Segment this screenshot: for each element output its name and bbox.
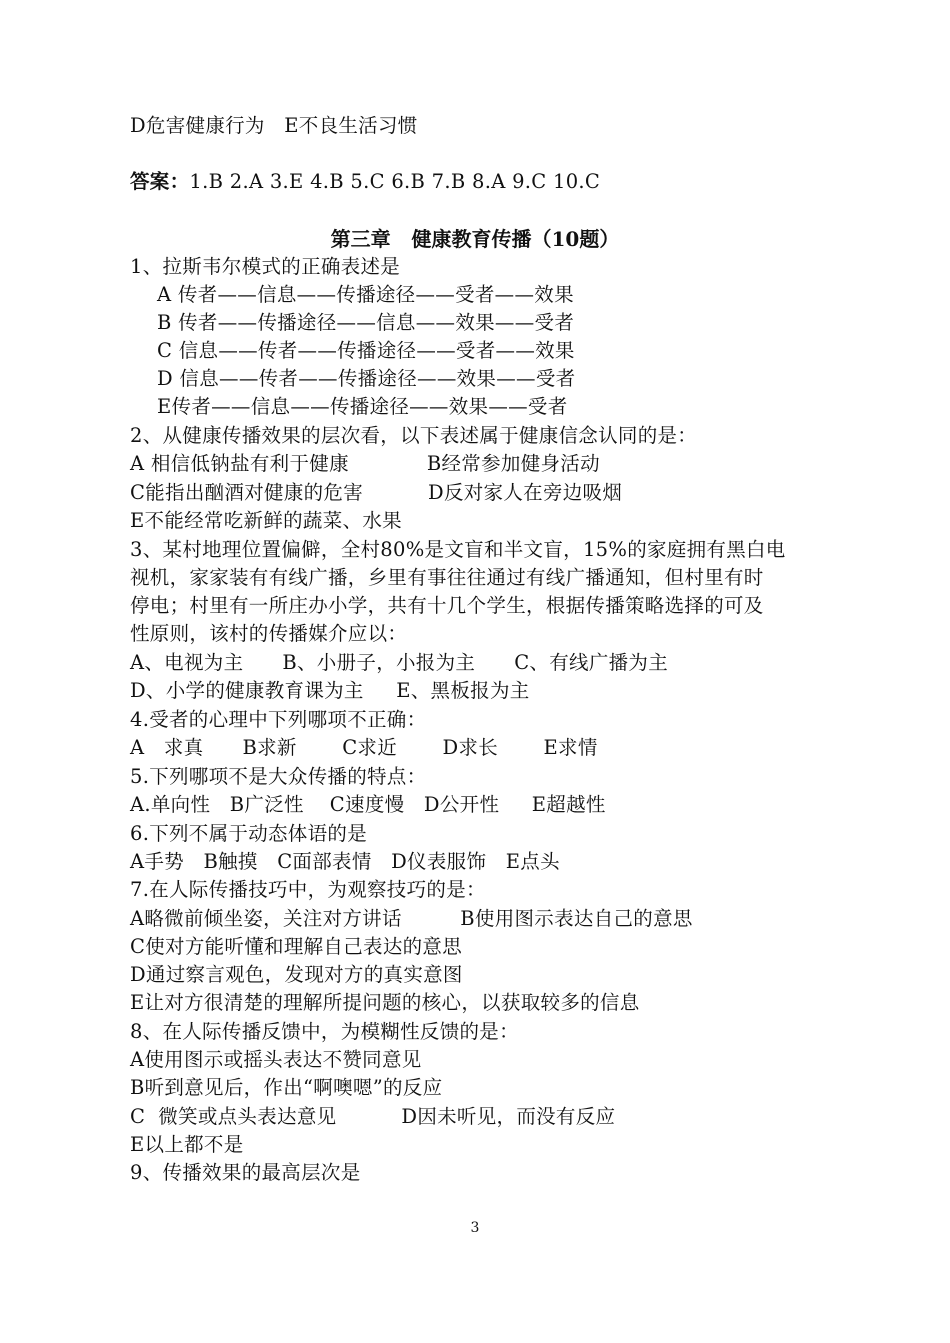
q9-stem: 9、传播效果的最高层次是: [130, 1161, 361, 1184]
q3-stem-line1: 3、某村地理位置偏僻，全村80%是文盲和半文盲，15%的家庭拥有黑白电: [130, 538, 786, 561]
q8-stem: 8、在人际传播反馈中，为模糊性反馈的是：: [130, 1020, 519, 1043]
q4-stem: 4.受者的心理中下列哪项不正确：: [130, 708, 427, 731]
q1-option-d: D 信息——传者——传播途径——效果——受者: [157, 367, 576, 390]
q3-stem-line2: 视机，家家装有有线广播，乡里有事往往通过有线广播通知，但村里有时: [130, 566, 764, 589]
answer-label: 答案：: [130, 170, 190, 193]
q8-option-b: B听到意见后，作出“啊噢嗯”的反应: [130, 1076, 443, 1099]
q6-options: A手势 B触摸 C面部表情 D仪表服饰 E点头: [130, 850, 560, 873]
q8-option-e: E以上都不是: [130, 1133, 244, 1156]
prev-question-options: D危害健康行为 E不良生活习惯: [130, 114, 418, 137]
q6-stem: 6.下列不属于动态体语的是: [130, 822, 368, 845]
q7-options-ab: A略微前倾坐姿，关注对方讲话 B使用图示表达自己的意思: [130, 907, 693, 930]
q5-options: A.单向性 B广泛性 C速度慢 D公开性 E超越性: [130, 793, 606, 816]
q5-stem: 5.下列哪项不是大众传播的特点：: [130, 765, 427, 788]
q2-options-cd: C能指出酗酒对健康的危害 D反对家人在旁边吸烟: [130, 481, 623, 504]
chapter-title: 第三章 健康教育传播（10题）: [330, 227, 620, 251]
q8-option-a: A使用图示或摇头表达不赞同意见: [130, 1048, 422, 1071]
q2-options-ab: A 相信低钠盐有利于健康 B经常参加健身活动: [130, 452, 600, 475]
page-number: 3: [470, 1220, 480, 1236]
q3-stem-line4: 性原则，该村的传播媒介应以：: [130, 622, 408, 645]
q7-option-d: D通过察言观色，发现对方的真实意图: [130, 963, 463, 986]
q3-stem-line3: 停电；村里有一所庄办小学，共有十几个学生，根据传播策略选择的可及: [130, 594, 764, 617]
q7-stem: 7.在人际传播技巧中，为观察技巧的是：: [130, 878, 486, 901]
q2-stem: 2、从健康传播效果的层次看，以下表述属于健康信念认同的是：: [130, 424, 698, 447]
q3-options-de: D、小学的健康教育课为主 E、黑板报为主: [130, 679, 530, 702]
q7-option-e: E让对方很清楚的理解所提问题的核心，以获取较多的信息: [130, 991, 640, 1014]
q1-option-e: E传者——信息——传播途径——效果——受者: [157, 395, 568, 418]
q7-option-c: C使对方能听懂和理解自己表达的意思: [130, 935, 463, 958]
q1-option-c: C 信息——传者——传播途径——受者——效果: [157, 339, 575, 362]
q1-option-b: B 传者——传播途径——信息——效果——受者: [157, 311, 575, 334]
answer-key: [130, 168, 600, 196]
q1-option-a: A 传者——信息——传播途径——受者——效果: [157, 283, 574, 306]
q8-options-cd: C 微笑或点头表达意见 D因未听见，而没有反应: [130, 1105, 616, 1128]
q2-option-e: E不能经常吃新鲜的蔬菜、水果: [130, 509, 402, 532]
q1-stem: 1、拉斯韦尔模式的正确表述是: [130, 255, 401, 278]
q3-options-abc: A、电视为主 B、小册子，小报为主 C、有线广播为主: [130, 651, 669, 674]
q4-options: A 求真 B求新 C求近 D求长 E求情: [130, 736, 598, 759]
answer-values: 1.B 2.A 3.E 4.B 5.C 6.B 7.B 8.A 9.C 10.C: [189, 170, 601, 193]
